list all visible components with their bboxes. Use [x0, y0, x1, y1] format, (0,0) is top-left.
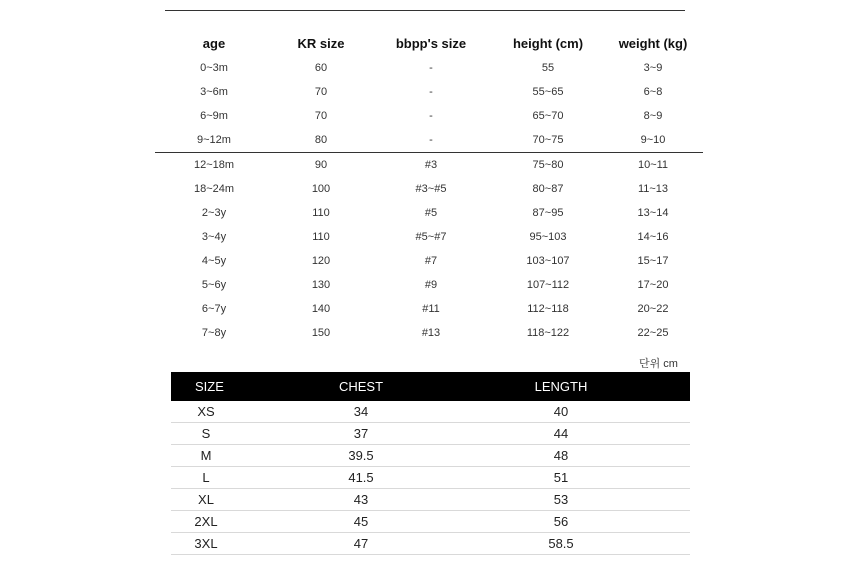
table-cell: 120 — [311, 255, 331, 267]
table-cell: #5~#7 — [415, 231, 447, 243]
table-cell: 58.5 — [548, 536, 574, 551]
table-cell: 40 — [553, 404, 569, 419]
header-length: LENGTH — [534, 379, 588, 394]
garment-size-table — [171, 372, 690, 555]
table-cell: 80 — [314, 134, 328, 146]
header-age: age — [202, 35, 226, 51]
table-cell: 47 — [353, 536, 369, 551]
table-cell: - — [429, 134, 433, 146]
table-cell: S — [201, 426, 211, 441]
table-cell: 20~22 — [637, 303, 669, 315]
table-cell: 22~25 — [637, 327, 669, 339]
table-cell: 2~3y — [201, 207, 227, 219]
table-cell: XS — [197, 404, 215, 419]
table-cell: 118~122 — [526, 327, 570, 339]
table-cell: #5 — [424, 207, 438, 219]
table-cell: 70 — [314, 110, 328, 122]
table-row — [171, 467, 690, 489]
table-row — [155, 297, 703, 321]
table-cell: 3~9 — [643, 62, 663, 74]
table-row — [155, 80, 703, 104]
table-cell: #9 — [424, 279, 438, 291]
table-cell: 112~118 — [527, 303, 569, 315]
table-row — [155, 56, 703, 80]
age-size-table — [155, 30, 703, 345]
table-cell: 6~8 — [643, 86, 663, 98]
table-cell: 80~87 — [532, 183, 564, 195]
header-kr-size: KR size — [297, 35, 345, 51]
table-cell: 140 — [311, 303, 331, 315]
table-cell: 10~11 — [637, 159, 669, 171]
table-cell: 34 — [353, 404, 369, 419]
table-cell: 70~75 — [532, 134, 564, 146]
table-cell: 95~103 — [529, 231, 567, 243]
table-cell: #7 — [424, 255, 438, 267]
table-row — [155, 104, 703, 128]
table-cell: 6~7y — [201, 303, 227, 315]
table-cell: 103~107 — [526, 255, 570, 267]
table-cell: #3~#5 — [415, 183, 447, 195]
table-row — [155, 225, 703, 249]
table-cell: 53 — [553, 492, 569, 507]
table-cell: 110 — [312, 207, 330, 219]
table-cell: 55~65 — [532, 86, 564, 98]
table-row — [155, 153, 703, 177]
table-row — [155, 201, 703, 225]
header-size: SIZE — [195, 379, 224, 394]
header-chest: CHEST — [338, 379, 384, 394]
table-cell: 100 — [311, 183, 331, 195]
table-row — [155, 273, 703, 297]
table-cell: 17~20 — [637, 279, 669, 291]
table-cell: M — [200, 448, 212, 463]
table-cell: 110 — [312, 231, 330, 243]
table-cell: 65~70 — [532, 110, 564, 122]
table-row — [155, 321, 703, 345]
table-cell: 43 — [353, 492, 369, 507]
table-row — [171, 445, 690, 467]
table-cell: 70 — [314, 86, 328, 98]
table-cell: 12~18m — [193, 159, 235, 171]
table-cell: 41.5 — [348, 470, 374, 485]
table-row — [155, 249, 703, 273]
table-cell: 9~12m — [197, 134, 231, 146]
table-cell: 107~112 — [526, 279, 570, 291]
table-cell: 14~16 — [637, 231, 669, 243]
table-cell: 75~80 — [532, 159, 564, 171]
table-cell: 56 — [553, 514, 569, 529]
table-cell: 13~14 — [637, 207, 669, 219]
table-row — [155, 128, 703, 152]
table-row — [171, 489, 690, 511]
table-cell: 60 — [314, 62, 328, 74]
table-cell: 51 — [553, 470, 569, 485]
table-row — [155, 177, 703, 201]
table-cell: 5~6y — [201, 279, 227, 291]
table-cell: 3XL — [194, 536, 218, 551]
table-cell: 18~24m — [193, 183, 235, 195]
table-cell: - — [429, 110, 433, 122]
table-cell: 55 — [541, 62, 555, 74]
table-row — [171, 533, 690, 555]
header-weight: weight (kg) — [618, 35, 688, 51]
table-cell: 6~9m — [200, 110, 228, 122]
table-cell: 8~9 — [643, 110, 663, 122]
header-bbpp-size: bbpp's size — [395, 35, 467, 51]
unit-label: 단위 cm — [639, 358, 678, 370]
table-cell: - — [429, 62, 433, 74]
table-cell: 3~4y — [201, 231, 227, 243]
table-cell: 9~10 — [640, 134, 666, 146]
table-row — [171, 401, 690, 423]
table-cell: 3~6m — [200, 86, 228, 98]
table-cell: 90 — [314, 159, 328, 171]
table-cell: 130 — [311, 279, 331, 291]
table-cell: 2XL — [194, 514, 218, 529]
table-cell: 150 — [311, 327, 331, 339]
table-cell: #11 — [422, 303, 440, 315]
table-cell: 7~8y — [201, 327, 227, 339]
size-table-header — [171, 372, 690, 401]
table-cell: 39.5 — [348, 448, 374, 463]
top-divider — [165, 10, 685, 11]
table-cell: 15~17 — [637, 255, 669, 267]
age-table-header — [155, 30, 703, 56]
table-cell: 48 — [553, 448, 569, 463]
table-cell: 87~95 — [532, 207, 564, 219]
table-cell: #3 — [424, 159, 438, 171]
table-cell: XL — [198, 492, 214, 507]
table-row — [171, 423, 690, 445]
table-cell: #13 — [421, 327, 441, 339]
header-height: height (cm) — [512, 35, 584, 51]
table-cell: 11~13 — [637, 183, 669, 195]
table-cell: - — [429, 86, 433, 98]
table-cell: 0~3m — [200, 62, 228, 74]
table-cell: L — [202, 470, 210, 485]
table-row — [171, 511, 690, 533]
table-cell: 45 — [353, 514, 369, 529]
table-cell: 4~5y — [201, 255, 227, 267]
table-cell: 44 — [553, 426, 569, 441]
table-cell: 37 — [353, 426, 369, 441]
